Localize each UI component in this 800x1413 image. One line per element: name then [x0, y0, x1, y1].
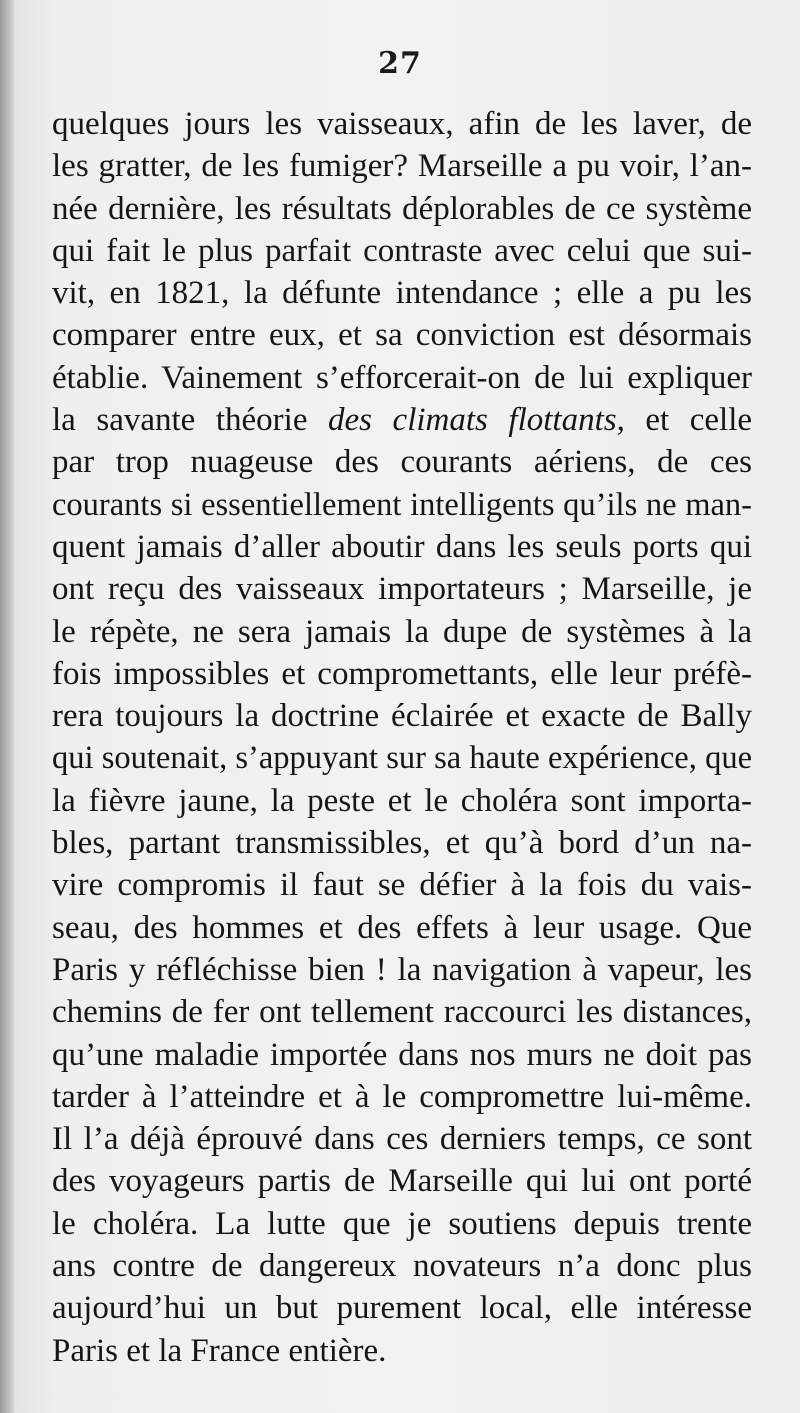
page-number: 27: [378, 46, 422, 81]
text-line: Paris et la France entière.: [52, 1332, 387, 1369]
text-line: courants si essentiellement intelligents qu’ils ne man-: [52, 486, 752, 523]
text-line: seau, des hommes et des effets à leur usage. Que: [52, 909, 752, 946]
body-text: [52, 103, 752, 1372]
text-line: fois impossibles et compromettants, elle leur préfè-: [52, 655, 752, 692]
text-line: qu’une maladie importée dans nos murs ne doit pas: [52, 1036, 752, 1073]
text-segment: , et celle: [616, 402, 753, 439]
text-line: le choléra. La lutte que je soutiens depuis trente: [52, 1205, 752, 1242]
text-line: la fièvre jaune, la peste et le choléra sont importa-: [52, 782, 752, 819]
text-line: tarder à l’atteindre et à le compromettre lui-même.: [52, 1078, 752, 1115]
text-line: comparer entre eux, et sa conviction est désormais: [52, 317, 752, 354]
text-line: qui fait le plus parfait contraste avec celui que sui-: [52, 232, 752, 269]
text-line: qui soutenait, s’appuyant sur sa haute expérience, que: [52, 740, 752, 777]
text-line: née dernière, les résultats déplorables de ce système: [52, 190, 752, 227]
text-line: vire compromis il faut se défier à la fois du vais-: [52, 867, 752, 904]
text-line: vit, en 1821, la défunte intendance ; elle a pu les: [52, 275, 752, 312]
text-line: bles, partant transmissibles, et qu’à bord d’un na-: [52, 825, 752, 862]
text-line: ans contre de dangereux novateurs n’a donc plus: [52, 1248, 752, 1285]
text-line: rera toujours la doctrine éclairée et exacte de Bally: [52, 698, 752, 735]
text-line: le répète, ne sera jamais la dupe de systèmes à la: [52, 613, 752, 650]
text-line: par trop nuageuse des courants aériens, de ces: [52, 444, 752, 481]
text-line: aujourd’hui un but purement local, elle intéresse: [52, 1290, 752, 1327]
text-line: Il l’a déjà éprouvé dans ces derniers temps, ce sont: [52, 1121, 752, 1158]
text-line: quelques jours les vaisseaux, afin de les laver, de: [52, 106, 752, 142]
text-line: quent jamais d’aller aboutir dans les seuls ports qui: [52, 528, 752, 565]
text-line: chemins de fer ont tellement raccourci les distances,: [52, 994, 752, 1031]
text-line: ont reçu des vaisseaux importateurs ; Marseille, je: [52, 571, 752, 608]
text-line: des voyageurs partis de Marseille qui lui ont porté: [52, 1163, 752, 1200]
page-edge-shadow: [0, 0, 14, 1413]
text-segment: la savante théorie: [52, 402, 329, 439]
text-line: les gratter, de les fumiger? Marseille a pu voir, l’an-: [52, 148, 752, 185]
italic-phrase: des climats flottants: [328, 402, 617, 439]
text-line: Paris y réfléchisse bien ! la navigation à vapeur, les: [52, 951, 752, 988]
text-line-with-italic: [52, 399, 752, 441]
text-line: établie. Vainement s’efforcerait-on de lui expliquer: [52, 359, 752, 396]
